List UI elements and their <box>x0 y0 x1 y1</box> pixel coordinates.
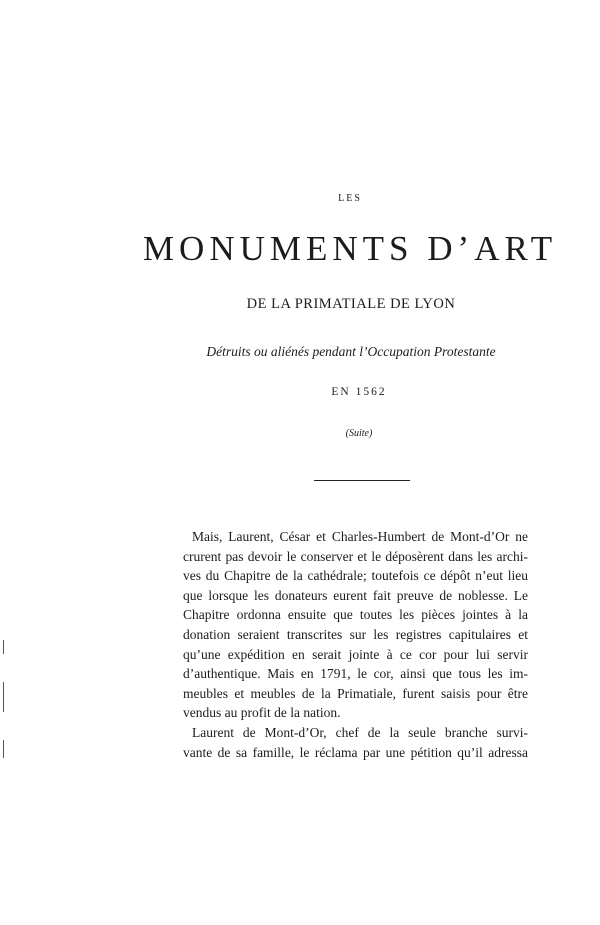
body-paragraphs <box>183 527 528 762</box>
text-line: d’authentique. Mais en 1791, le cor, ainsi que tous les im- <box>183 666 528 682</box>
section-divider <box>314 480 410 481</box>
text-line: meubles et meubles de la Primatiale, furent saisis pour être <box>183 685 528 701</box>
text-line: qu’une expédition en serait jointe à ce cor pour lui servir <box>183 646 528 662</box>
text-line: Laurent de Mont-d’Or, chef de la seule branche survi- <box>192 724 528 740</box>
margin-scan-mark <box>3 640 4 654</box>
text-line: vendus au profit de la nation. <box>183 705 341 721</box>
italic-subheading: Détruits ou aliénés pendant l’Occupation Protestante <box>206 344 496 359</box>
text-line: Chapitre ordonna ensuite que toutes les pièces jointes à la <box>183 607 528 623</box>
text-line: Mais, Laurent, César et Charles-Humbert de Mont-d’Or ne <box>192 529 528 544</box>
main-title: MONUMENTS D’ART <box>142 229 558 268</box>
margin-scan-mark <box>3 682 4 712</box>
text-line: ves du Chapitre de la cathédrale; toutefois ce dépôt n’eut lieu <box>183 568 528 584</box>
subtitle: DE LA PRIMATIALE DE LYON <box>246 296 456 312</box>
text-line: vante de sa famille, le réclama par une pétition qu’il adressa <box>183 744 528 760</box>
suite-note: (Suite) <box>345 428 373 439</box>
text-line: crurent pas devoir le conserver et le déposèrent dans les archi- <box>183 548 528 564</box>
text-line: donation seraient transcrites sur les registres capitulaires et <box>183 626 528 642</box>
margin-scan-mark <box>3 740 4 758</box>
text-line: que lorsque les donateurs eurent fait preuve de noblesse. Le <box>183 587 528 603</box>
year-line: EN 1562 <box>331 386 387 398</box>
title-article: LES <box>338 193 362 204</box>
